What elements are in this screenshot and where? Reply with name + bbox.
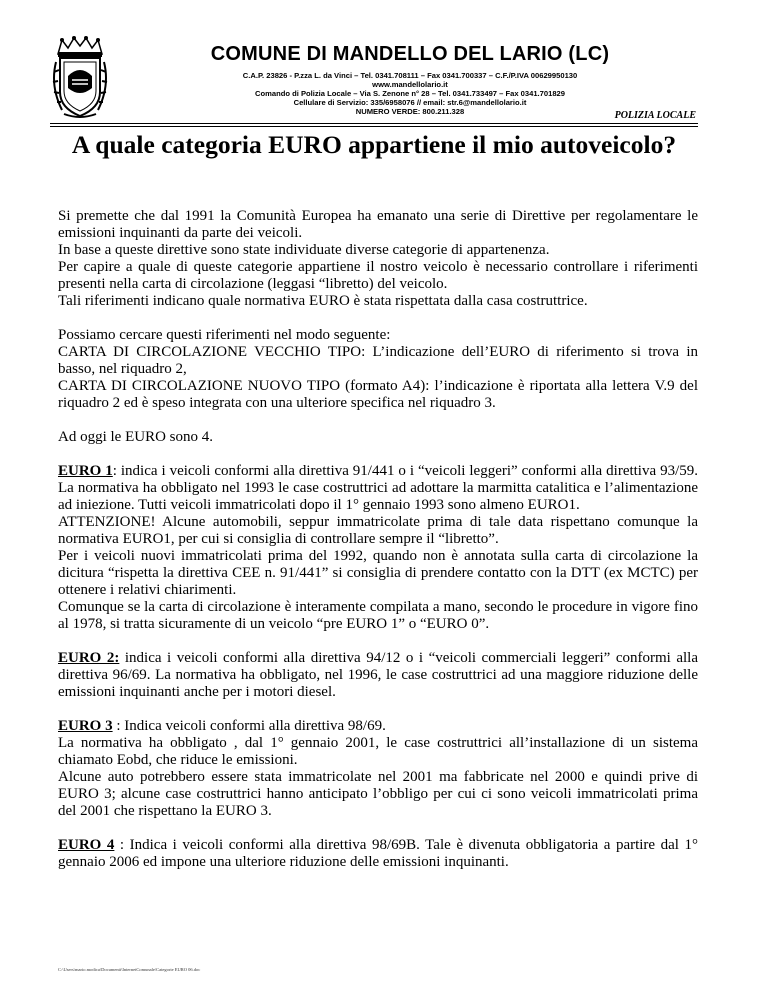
- footer-file-path: C:\Users\mario.modica\Documenti\InternetComunale\Categorie EURO 06.doc: [58, 967, 201, 972]
- euro1-manual: Comunque se la carta di circolazione è interamente compilata a mano, secondo le procedure in vigore fino al 1978, si tratta sicuramente di un veicolo “pre EURO 1” o “EURO 0”.: [58, 599, 698, 632]
- search-old-card: CARTA DI CIRCOLAZIONE VECCHIO TIPO: L’indicazione dell’EURO di riferimento si trova in basso, nel riquadro 2,: [58, 344, 698, 377]
- euro3-section: [58, 718, 698, 735]
- euro2-lead: indica i veicoli conformi alla direttiva 94/12 o i “veicoli commerciali leggeri” conformi alla direttiva 96/69. La normativa ha obbligato, nel 1996, le case costruttrici ad una maggiore riduzione delle emissioni inquinanti anche per i motori diesel.: [58, 650, 698, 700]
- municipal-crest-icon: [50, 36, 110, 120]
- page-title: A quale categoria EURO appartiene il mio autoveicolo?: [71, 130, 677, 159]
- euro1-lead: : indica i veicoli conformi alla direttiva 91/441 o i “veicoli leggeri” conformi alla direttiva 93/59. La normativa ha obbligato nel 1993 le case costruttrici ad adottare la marmitta catalitica e l’alimentazione ad iniezione. Tutti veicoli immatricolati dopo il 1° gennaio 1993 sono almeno EURO1.: [58, 463, 698, 513]
- municipality-name: COMUNE DI MANDELLO DEL LARIO (LC): [210, 43, 610, 65]
- address-line: C.A.P. 23826 - P.zza L. da Vinci – Tel. 0341.708111 – Fax 0341.700337 – C.F./P.IVA 00629950130: [242, 71, 578, 80]
- euro3-term: EURO 3: [58, 718, 113, 734]
- intro-paragraph-2: In base a queste direttive sono state individuate diverse categorie di appartenenza.: [58, 242, 550, 258]
- euro2-section: [58, 650, 698, 701]
- euro3-note: Alcune auto potrebbero essere stata immatricolate nel 2001 ma fabbricate nel 2000 e quindi prive di EURO 3; alcune case costruttrici hanno anticipato l’obbligo per cui ci sono veicoli immatricolati prima del 2001 che rispettano la EURO 3.: [58, 769, 698, 819]
- toll-free-line: NUMERO VERDE: 800.211.328: [355, 107, 465, 116]
- document-body: [58, 208, 698, 871]
- mobile-line: Cellulare di Servizio: 335/6958076 // email: str.6@mandellolario.it: [293, 98, 527, 107]
- euro3-obligation: La normativa ha obbligato , dal 1° gennaio 2001, le case costruttrici all’installazione di un sistema chiamato Eobd, che riduce le emissioni.: [58, 735, 698, 768]
- intro-paragraph-3: Per capire a quale di queste categorie appartiene il nostro veicolo è necessario controllare i riferimenti presenti nella carta di circolazione (leggasi “libretto) del veicolo.: [58, 259, 698, 292]
- euro4-lead: : Indica i veicoli conformi alla direttiva 98/69B. Tale è divenuta obbligatoria a partire dal 1° gennaio 2006 ed impone una ulteriore riduzione delle emissioni inquinanti.: [58, 837, 699, 870]
- header-divider: [50, 123, 698, 124]
- euro1-section: [58, 463, 698, 514]
- header-divider-thin: [50, 126, 698, 127]
- euro3-lead: : Indica veicoli conformi alla direttiva 98/69.: [112, 718, 386, 734]
- euro1-note: Per i veicoli nuovi immatricolati prima del 1992, quando non è annotata sulla carta di circolazione la dicitura “rispetta la direttiva CEE n. 91/441” si consiglia di prendere contatto con la DTT (ex MCTC) per ottenere i relativi chiarimenti.: [58, 548, 698, 598]
- euro4-section: [58, 837, 698, 871]
- euro4-term: EURO 4: [58, 837, 115, 853]
- intro-paragraph-1: Si premette che dal 1991 la Comunità Europea ha emanato una serie di Direttive per regolamentare le emissioni inquinanti da parte dei veicoli.: [58, 208, 698, 241]
- intro-paragraph-4: Tali riferimenti indicano quale normativa EURO è stata rispettata dalla casa costruttrice.: [58, 293, 588, 309]
- department-label: POLIZIA LOCALE: [614, 110, 696, 121]
- euro2-term: EURO 2:: [58, 650, 120, 666]
- website-line: www.mandellolario.it: [372, 80, 448, 89]
- search-new-card: CARTA DI CIRCOLAZIONE NUOVO TIPO (formato A4): l’indicazione è riportata alla lettera V.9 del riquadro 2 ed è speso integrata con una ulteriore specifica nel riquadro 3.: [58, 378, 698, 411]
- euro1-term: EURO 1: [58, 463, 113, 479]
- police-line: Comando di Polizia Locale – Via S. Zenone n° 28 – Tel. 0341.733497 – Fax 0341.701829: [254, 89, 566, 98]
- euro1-warning: ATTENZIONE! Alcune automobili, seppur immatricolate prima di tale data rispettano comunque la normativa EURO1, per cui si consiglia di controllare sempre il “libretto”.: [58, 514, 698, 547]
- euro-count: Ad oggi le EURO sono 4.: [58, 429, 213, 445]
- search-intro: Possiamo cercare questi riferimenti nel modo seguente:: [58, 327, 391, 343]
